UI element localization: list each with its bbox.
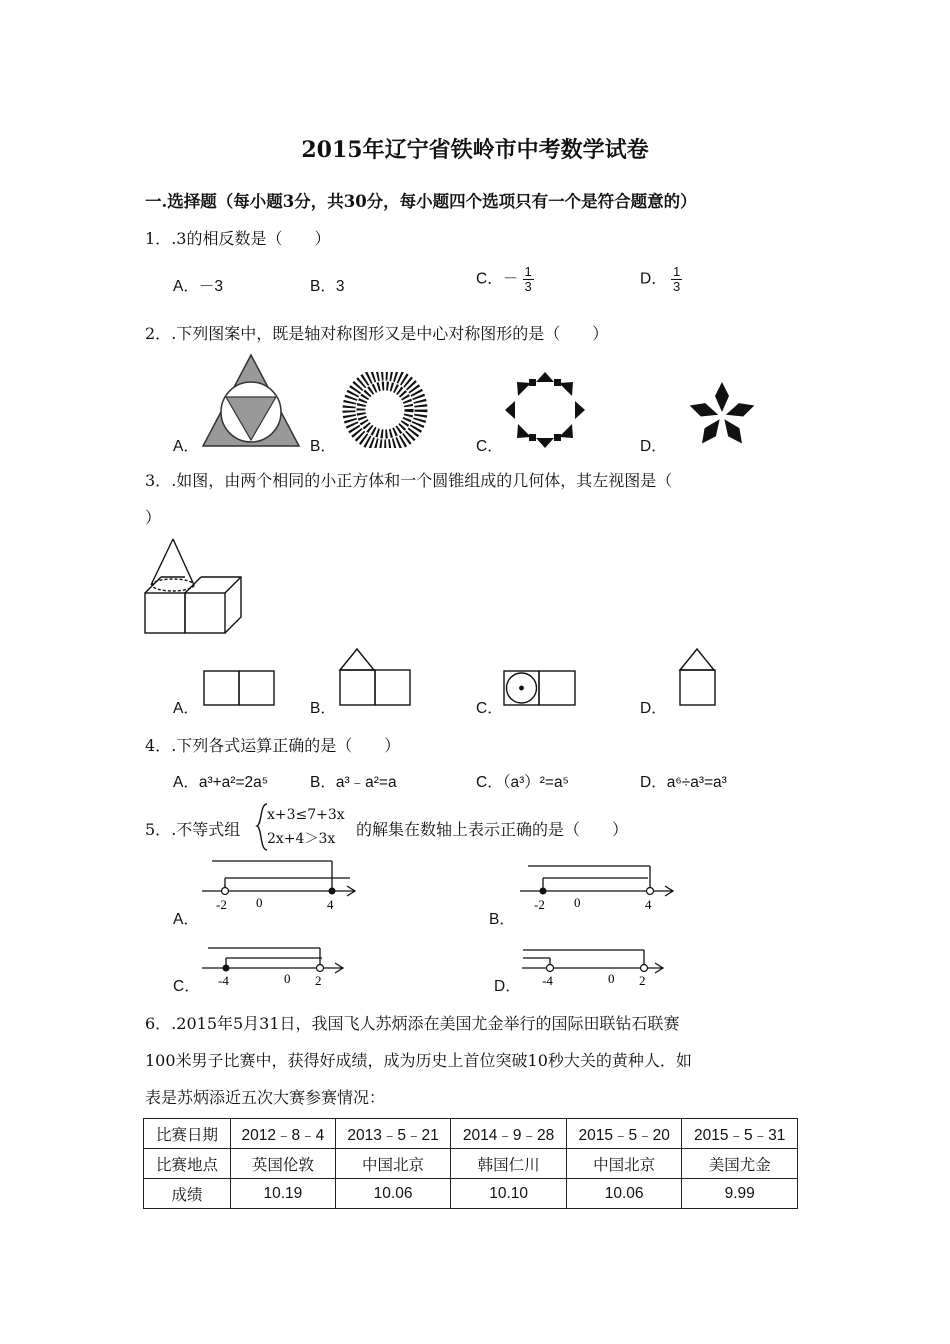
view-d-house: [678, 646, 720, 708]
q3-label-b: B．: [310, 700, 336, 717]
row-header: 成绩: [144, 1179, 231, 1209]
question-3: [145, 468, 672, 491]
tick-label: -2: [534, 897, 545, 912]
q1-option-c: [476, 265, 534, 294]
question-4: [145, 733, 400, 756]
q1-option-d: [640, 265, 682, 294]
table-cell: 10.10: [451, 1179, 567, 1209]
q3-label-a: A．: [173, 700, 199, 717]
tick-label: 0: [256, 895, 263, 910]
table-row: [144, 1119, 798, 1149]
table-cell: 中国北京: [566, 1149, 682, 1179]
question-6-line-2: 100米男子比赛中，获得好成绩，成为历史上首位突破10秒大关的黄种人．如: [145, 1051, 692, 1070]
table-cell: 韩国仁川: [451, 1149, 567, 1179]
fraction: [523, 265, 534, 294]
question-stem: .如图，由两个相同的小正方体和一个圆锥组成的几何体，其左视图是（: [171, 471, 673, 490]
table-cell: 10.06: [566, 1179, 682, 1209]
q5-label-b: B．: [489, 911, 515, 928]
question-6-line-3: 表是苏炳添近五次大赛参赛情况：: [145, 1088, 386, 1107]
tick-label: 0: [574, 895, 581, 910]
q2-label-b: B．: [310, 438, 336, 455]
denominator: 3: [673, 279, 681, 294]
table-row: [144, 1179, 798, 1209]
view-a-two-squares: [203, 670, 277, 708]
tick-label: 2: [315, 973, 322, 988]
tick-label: 0: [608, 971, 615, 986]
question-1: [145, 226, 330, 249]
q2-label-c: C．: [476, 438, 503, 455]
view-b-house-squares: [338, 646, 414, 708]
q5-label-d: D．: [494, 978, 521, 995]
tick-label: 4: [645, 897, 652, 912]
q4-option-c: C．（a³）²=a⁵: [476, 774, 569, 791]
row-header: 比赛地点: [144, 1149, 231, 1179]
number-line-a: [200, 858, 362, 914]
question-number: 6．: [145, 1014, 172, 1033]
table-cell: 2015﹣5﹣31: [682, 1119, 798, 1149]
question-stem-pre: .不等式组: [171, 820, 241, 839]
q4-option-d: D．a⁶÷a³=a³: [640, 774, 727, 791]
table-cell: 2013﹣5﹣21: [335, 1119, 451, 1149]
question-number: 3．: [145, 471, 172, 490]
numerator: 1: [673, 264, 681, 279]
question-number: 2．: [145, 324, 172, 343]
question-stem: .2015年5月31日，我国飞人苏炳添在美国尤金举行的国际田联钻石联赛: [171, 1014, 680, 1033]
q2-label-a: A．: [173, 438, 199, 455]
tick-label: -4: [218, 973, 229, 988]
question-number: 4．: [145, 736, 172, 755]
tick-label: 2: [639, 973, 646, 988]
q2-label-d: D．: [640, 438, 667, 455]
triangle-circle-figure: [200, 352, 302, 448]
table-cell: 2012﹣8﹣4: [231, 1119, 336, 1149]
q3-label-d: D．: [640, 700, 667, 717]
denominator: 3: [524, 279, 532, 294]
tick-label: 4: [327, 897, 334, 912]
table-cell: 10.19: [231, 1179, 336, 1209]
question-number: 5．: [145, 820, 172, 839]
question-stem: .3的相反数是（ ）: [171, 229, 331, 248]
option-label: D．: [640, 270, 667, 288]
tick-label: 0: [284, 971, 291, 986]
section-heading: 一.选择题（每小题3分，共30分，每小题四个选项只有一个是符合题意的）: [145, 192, 697, 211]
question-stem: .下列各式运算正确的是（ ）: [171, 736, 401, 755]
table-cell: 9.99: [682, 1179, 798, 1209]
number-line-d: [520, 942, 670, 988]
inequality-1: x+3≤7+3x: [267, 807, 345, 823]
q3-label-c: C．: [476, 700, 503, 717]
table-row: [144, 1149, 798, 1179]
question-3-continuation: ）: [145, 508, 162, 527]
option-label: C．－: [476, 270, 519, 288]
row-header: 比赛日期: [144, 1119, 231, 1149]
q4-option-a: A．a³+a²=2a⁵: [173, 774, 269, 791]
table-cell: 中国北京: [335, 1149, 451, 1179]
arrow-ring-figure: [502, 370, 588, 450]
q5-label-a: A．: [173, 911, 199, 928]
view-c-circle-squares: [503, 670, 579, 708]
table-cell: 2015﹣5﹣20: [566, 1119, 682, 1149]
tick-label: -4: [542, 973, 553, 988]
q4-option-b: B．a³﹣a²=a: [310, 774, 397, 791]
table-cell: 10.06: [335, 1179, 451, 1209]
question-5: [145, 817, 240, 840]
table-cell: 2014﹣9﹣28: [451, 1119, 567, 1149]
number-line-c: [200, 942, 350, 988]
tick-label: -2: [216, 897, 227, 912]
fraction: [671, 265, 682, 294]
q1-option-b: B．3: [310, 278, 345, 295]
question-2: [145, 321, 608, 344]
question-stem: .下列图案中，既是轴对称图形又是中心对称图形的是（ ）: [171, 324, 609, 343]
table-cell: 英国伦敦: [231, 1149, 336, 1179]
spiral-figure: [340, 372, 430, 448]
number-line-b: [518, 858, 680, 914]
cone-cubes-figure: [143, 537, 245, 637]
question-6-line-1: [145, 1011, 680, 1034]
inequality-2: 2x+4＞3x: [267, 831, 336, 847]
q5-label-c: C．: [173, 978, 200, 995]
question-number: 1．: [145, 229, 172, 248]
question-5-stem-post: 的解集在数轴上表示正确的是（ ）: [356, 820, 629, 839]
inequality-system: [267, 803, 345, 851]
results-table: [143, 1118, 798, 1209]
page-title: 2015年辽宁省铁岭市中考数学试卷: [301, 137, 649, 163]
star-diamond-figure: [680, 378, 764, 450]
numerator: 1: [524, 264, 532, 279]
q1-option-a: A．－3: [173, 278, 223, 295]
table-cell: 美国尤金: [682, 1149, 798, 1179]
